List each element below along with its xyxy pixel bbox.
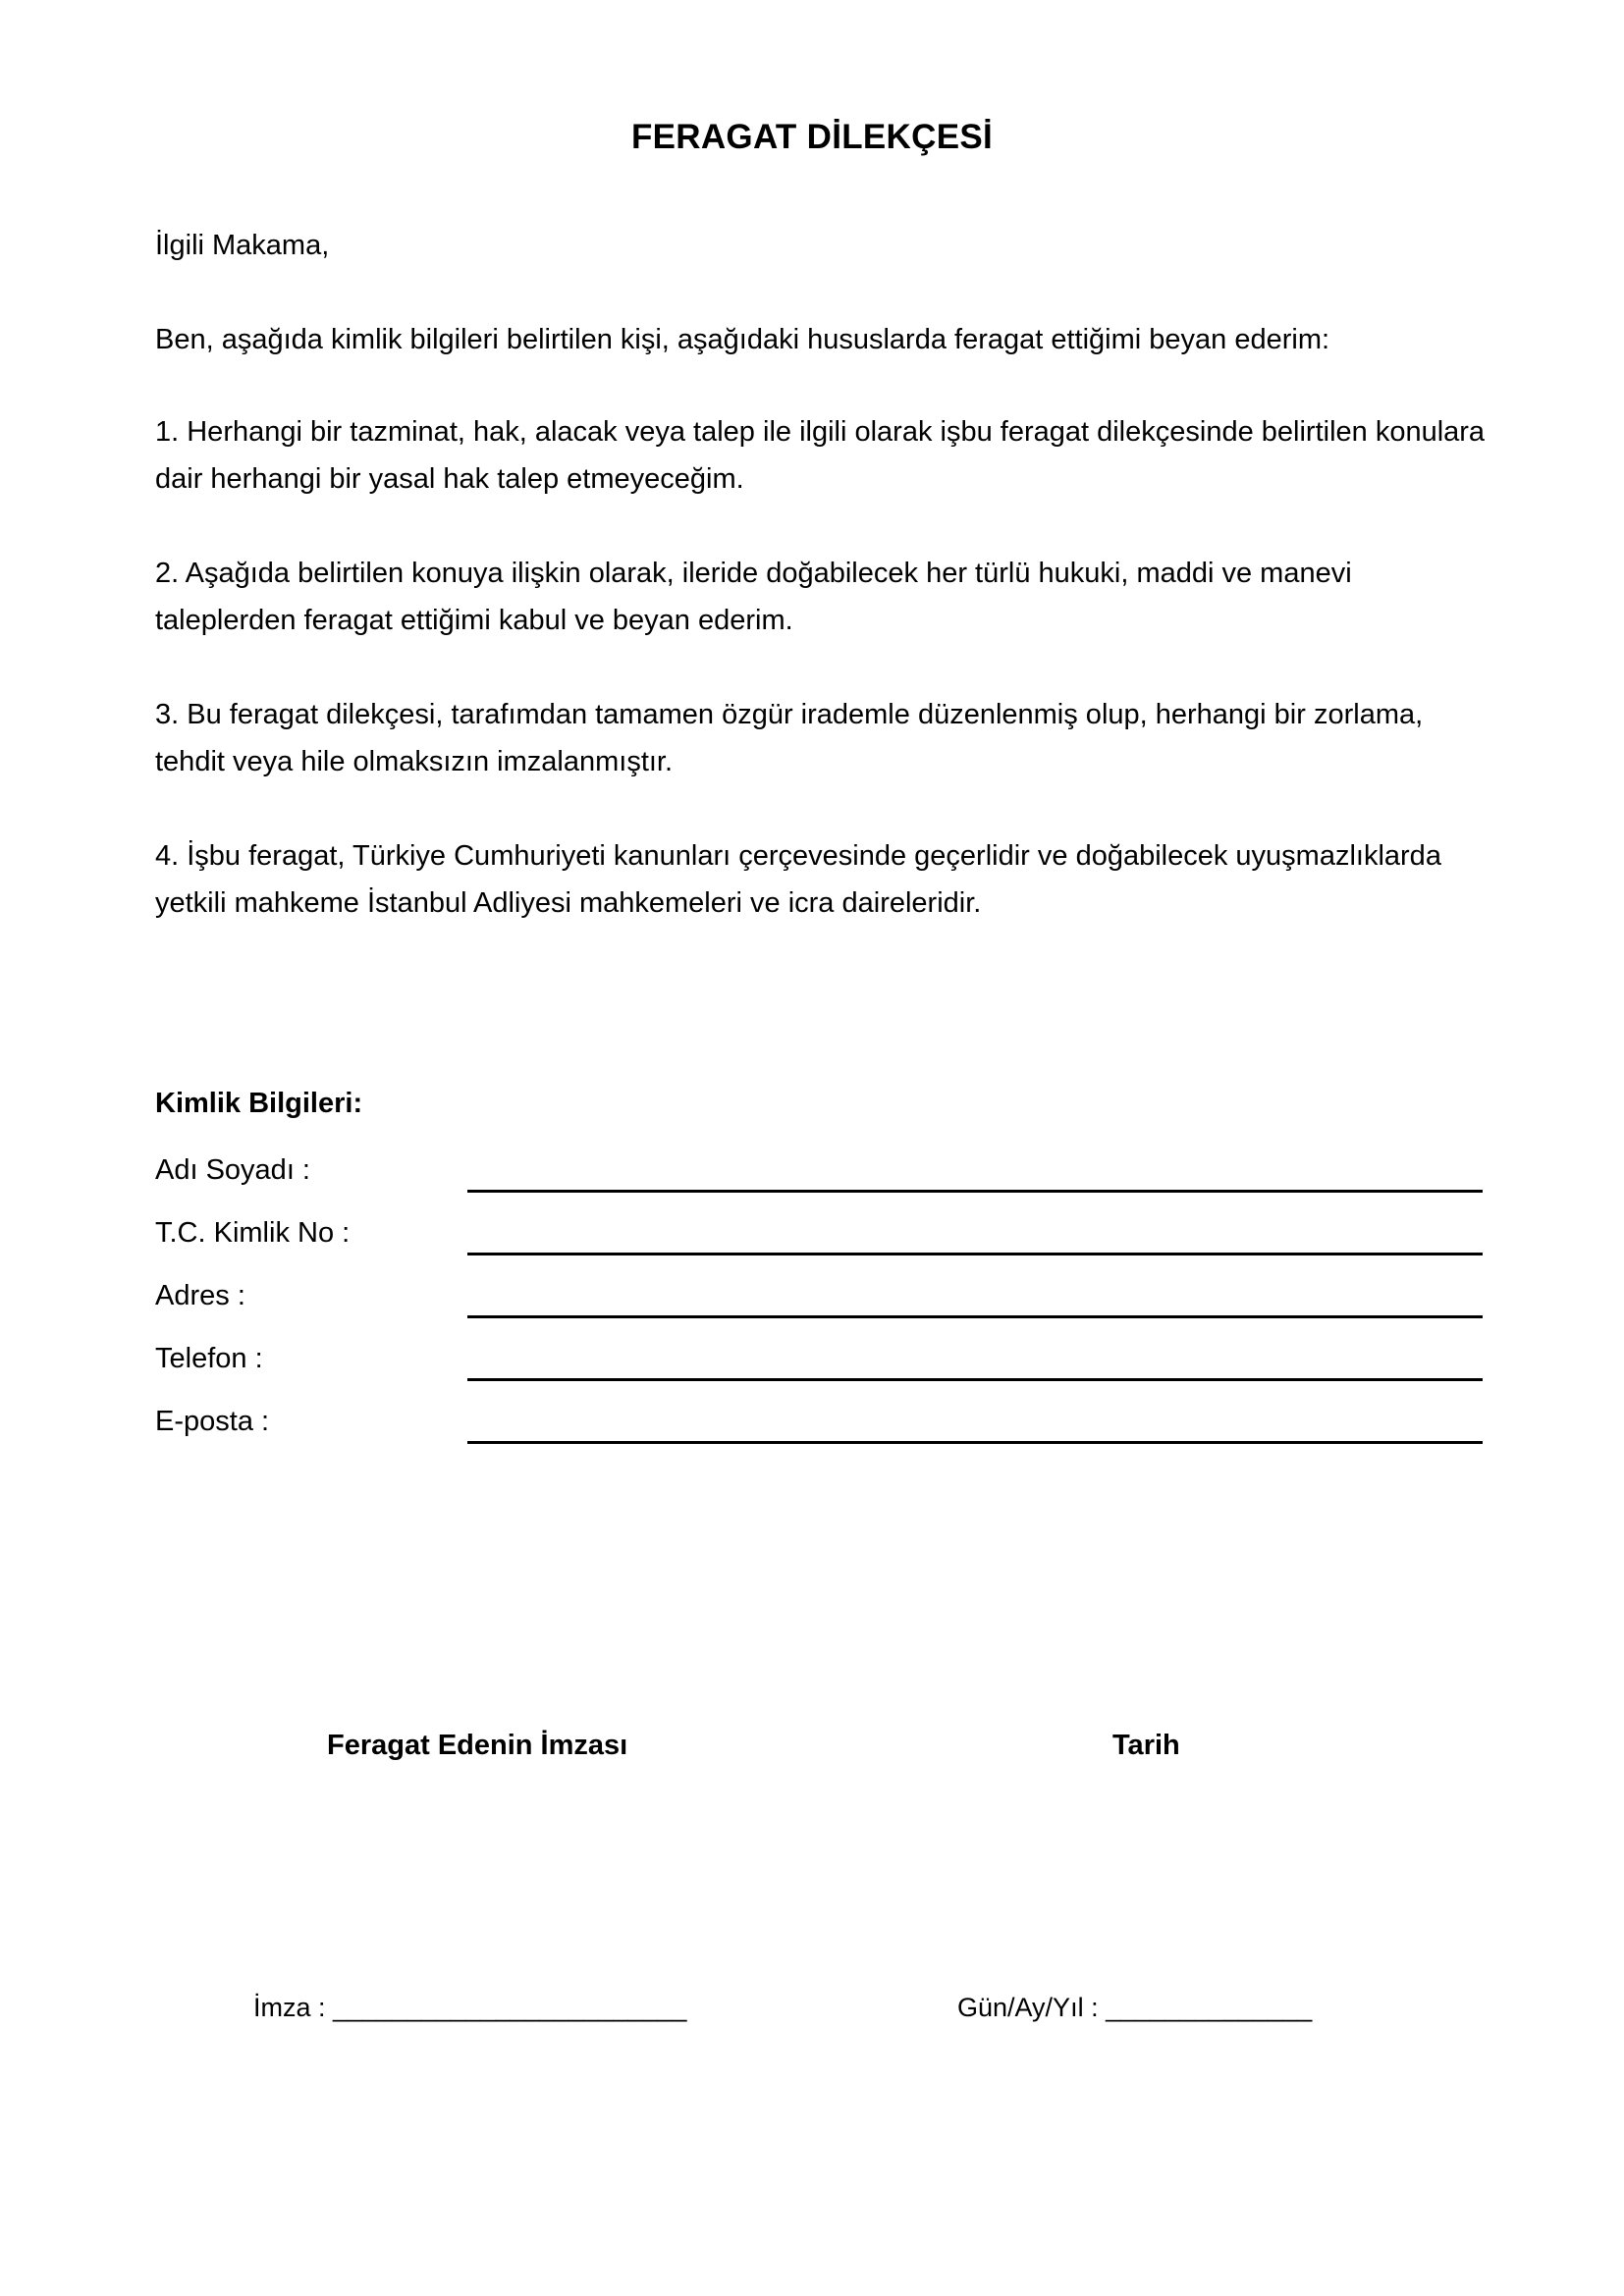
field-address bbox=[155, 1276, 1483, 1323]
identity-heading: Kimlik Bilgileri: bbox=[155, 1088, 363, 1119]
tc-id-line[interactable] bbox=[467, 1253, 1483, 1255]
full-name-line[interactable] bbox=[467, 1190, 1483, 1193]
document-title: FERAGAT DİLEKÇESİ bbox=[630, 118, 994, 156]
field-label: T.C. Kimlik No : bbox=[155, 1217, 351, 1249]
clause-4: 4. İşbu feragat, Türkiye Cumhuriyeti kanunları çerçevesinde geçerlidir ve doğabilecek uyuşmazlıklarda yetkili mahkeme İstanbul Adliyesi mahkemeleri ve icra daireleridir. bbox=[155, 840, 1441, 919]
field-phone bbox=[155, 1339, 1483, 1386]
signer-heading: Feragat Edenin İmzası bbox=[327, 1730, 628, 1761]
field-tc-id bbox=[155, 1213, 1483, 1260]
clause-2: 2. Aşağıda belirtilen konuya ilişkin olarak, ileride doğabilecek her türlü hukuki, maddi ve manevi taleplerden feragat ettiğimi kabul ve beyan ederim. bbox=[155, 558, 1352, 636]
phone-line[interactable] bbox=[467, 1378, 1483, 1381]
field-label: Adı Soyadı : bbox=[155, 1154, 310, 1186]
field-email bbox=[155, 1402, 1483, 1449]
date-heading: Tarih bbox=[1112, 1730, 1180, 1761]
greeting: İlgili Makama, bbox=[155, 230, 330, 261]
clause-1: 1. Herhangi bir tazminat, hak, alacak veya talep ile ilgili olarak işbu feragat dilekçesinde belirtilen konulara dair herhangi bir yasal hak talep etmeyeceğim. bbox=[155, 416, 1486, 495]
field-label: Telefon : bbox=[155, 1343, 263, 1374]
clause-3: 3. Bu feragat dilekçesi, tarafımdan tamamen özgür irademle düzenlenmiş olup, herhangi bir zorlama, tehdit veya hile olmaksızın imzalanmıştır. bbox=[155, 699, 1424, 777]
field-full-name bbox=[155, 1150, 1483, 1198]
signature-line[interactable]: İmza : ________________________ bbox=[253, 1993, 687, 2022]
field-label: Adres : bbox=[155, 1280, 245, 1311]
date-line[interactable]: Gün/Ay/Yıl : ______________ bbox=[957, 1993, 1313, 2022]
intro-paragraph: Ben, aşağıda kimlik bilgileri belirtilen kişi, aşağıdaki hususlarda feragat ettiğimi beyan ederim: bbox=[155, 324, 1330, 355]
email-line[interactable] bbox=[467, 1441, 1483, 1444]
address-line[interactable] bbox=[467, 1315, 1483, 1318]
field-label: E-posta : bbox=[155, 1406, 270, 1437]
